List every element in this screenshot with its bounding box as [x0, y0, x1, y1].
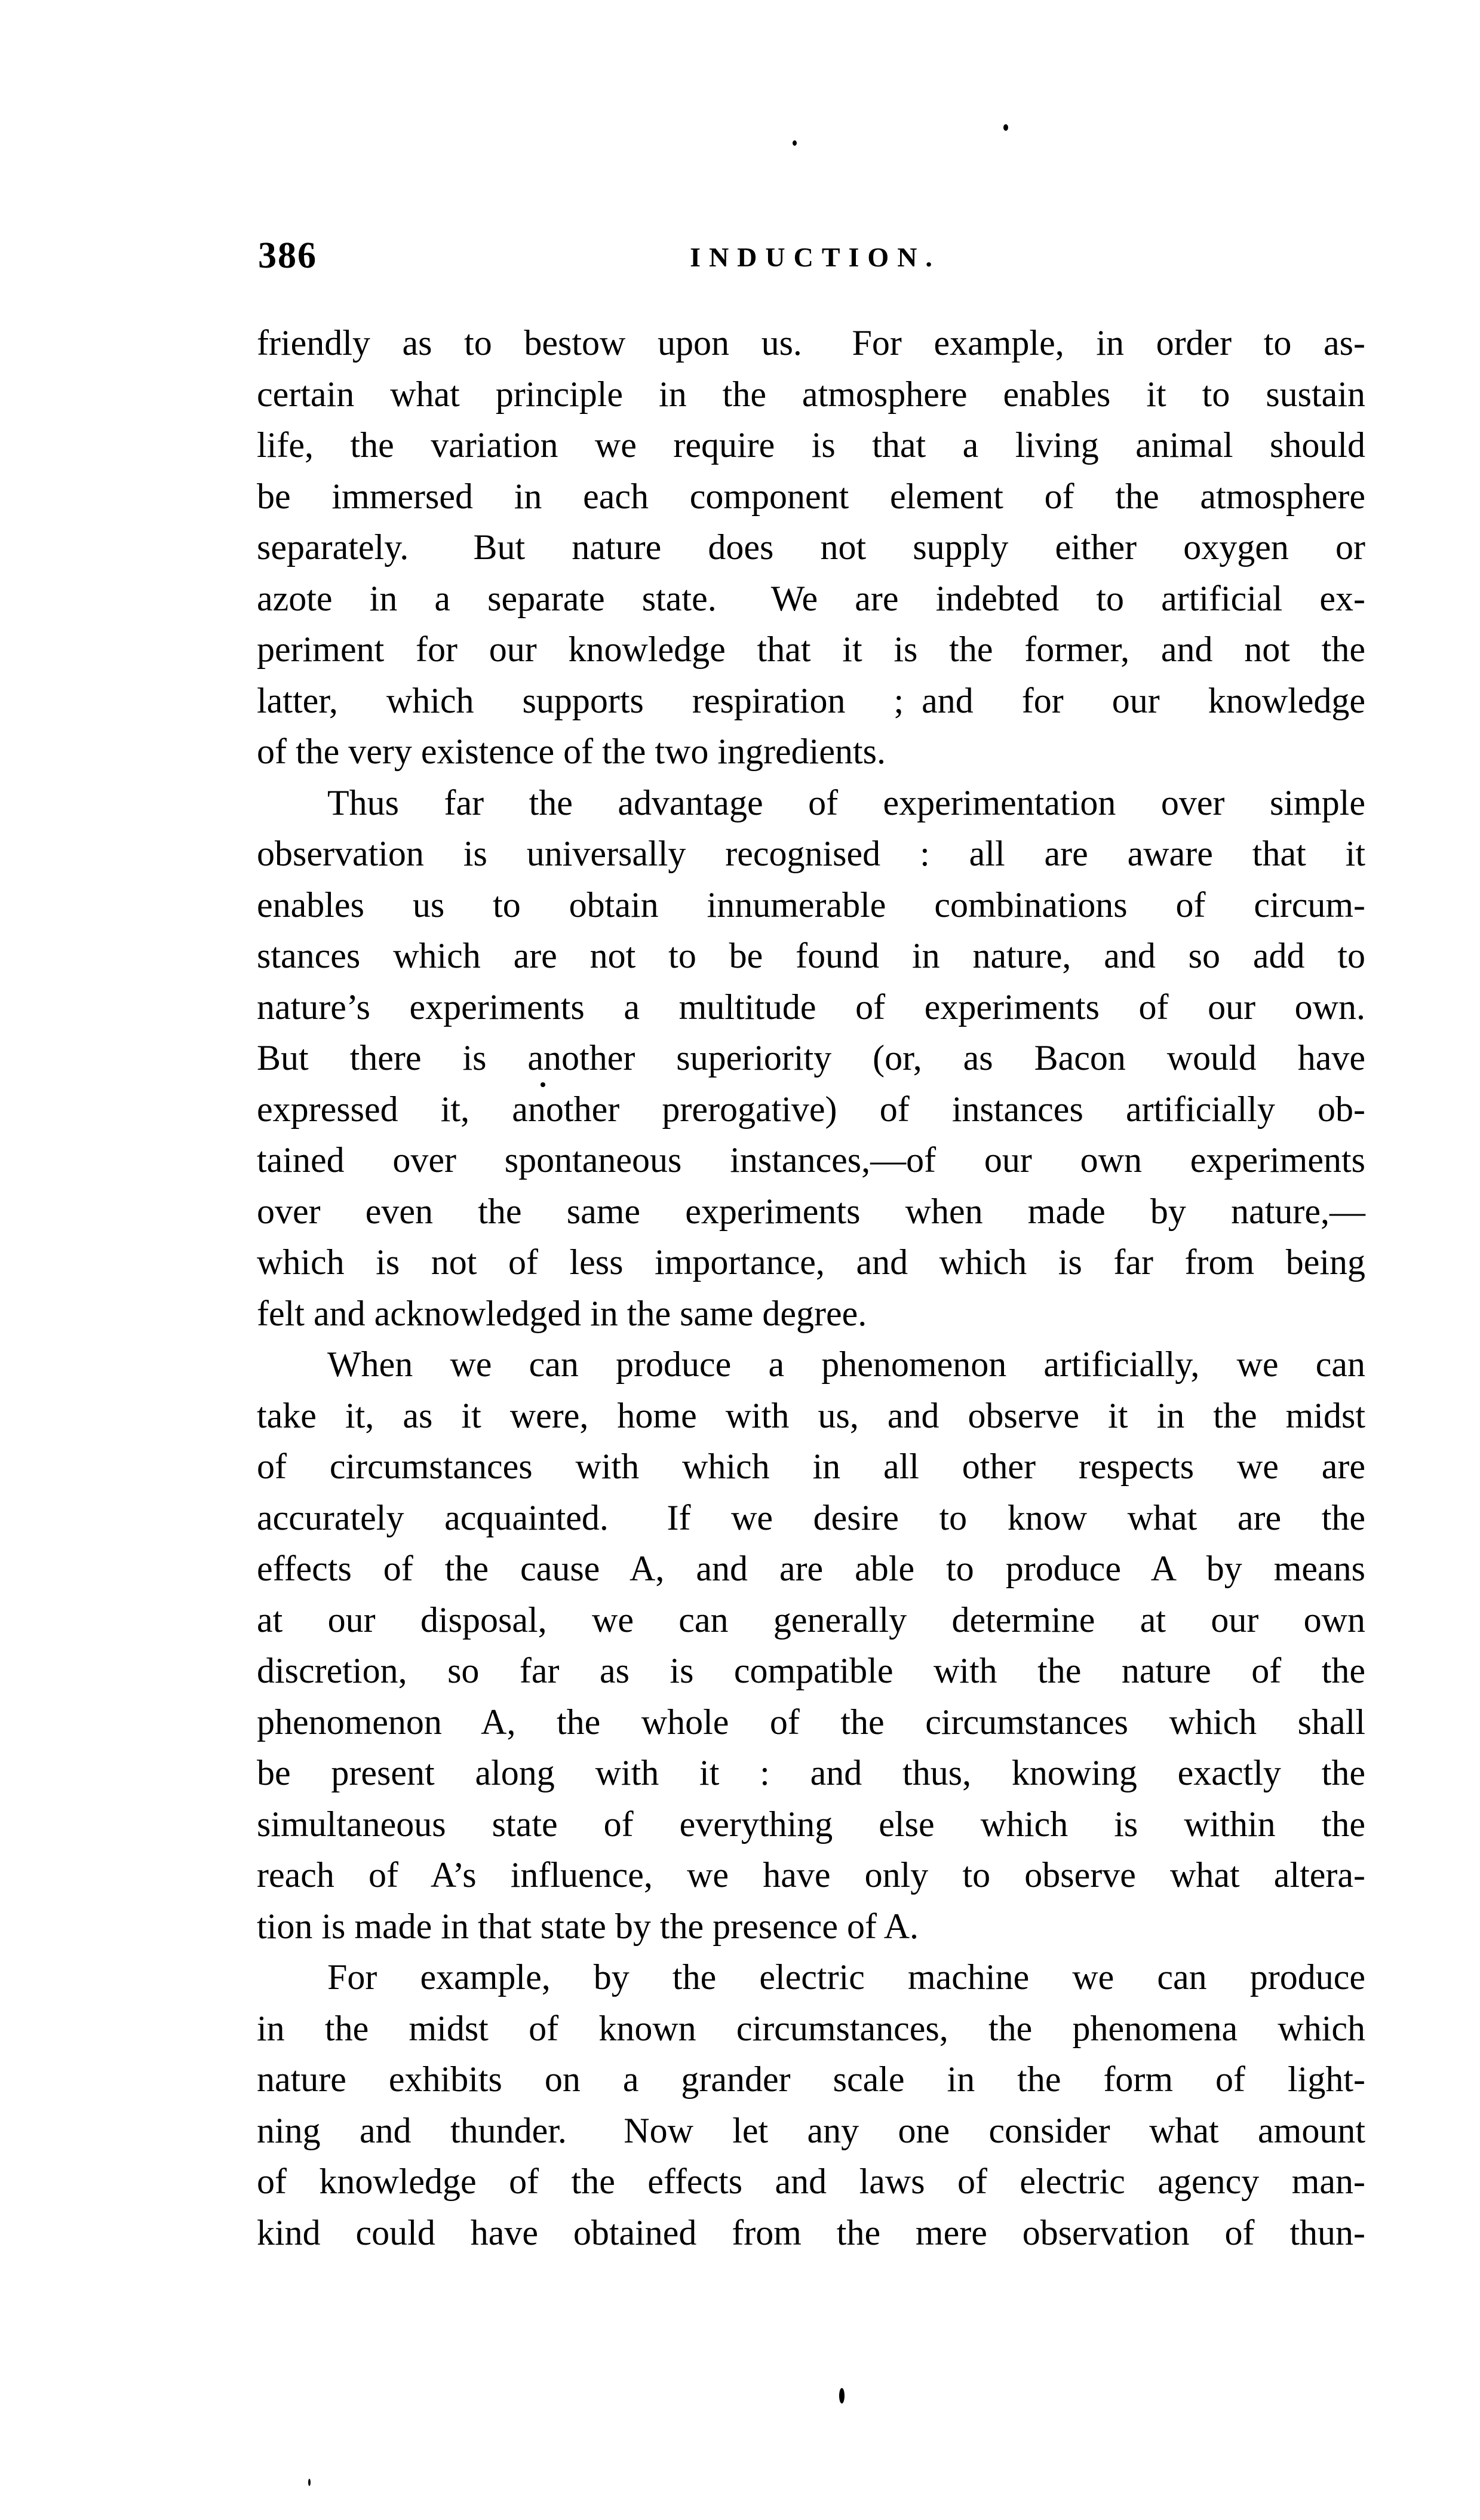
text-line: be present along with it : and thus, knowing exactly the — [257, 1753, 1365, 1792]
page-number: 386 — [258, 235, 317, 276]
running-head: INDUCTION. — [690, 242, 941, 272]
text-line: Thus far the advantage of experimentation over simple — [327, 782, 1365, 822]
text-line: nature exhibits on a grander scale in the form of light- — [257, 2059, 1365, 2099]
text-line: kind could have obtained from the mere observation of thun- — [257, 2212, 1365, 2252]
text-line: latter, which supports respiration ; and for our knowledge — [257, 680, 1365, 720]
scan-speck — [308, 2479, 311, 2486]
text-line: For example, by the electric machine we can produce — [327, 1957, 1365, 1997]
text-line: take it, as it were, home with us, and observe it in the midst — [257, 1395, 1365, 1435]
text-line: azote in a separate state. We are indebted to artificial ex- — [257, 578, 1365, 618]
text-line: discretion, so far as is compatible with the nature of the — [257, 1651, 1365, 1690]
text-line: friendly as to bestow upon us. For example, in order to as- — [257, 323, 1365, 363]
text-line: accurately acquainted. If we desire to know what are the — [257, 1497, 1365, 1537]
text-line: simultaneous state of everything else which is within the — [257, 1804, 1365, 1844]
text-line: tion is made in that state by the presence of A. — [257, 1906, 919, 1946]
text-line: periment for our knowledge that it is the former, and not the — [257, 630, 1365, 669]
text-line: stances which are not to be found in nature, and so add to — [257, 936, 1365, 975]
text-line: tained over spontaneous instances,—of our own experiments — [257, 1140, 1365, 1180]
page-header — [257, 235, 1365, 280]
text-line: separately. But nature does not supply either oxygen or — [257, 527, 1365, 567]
text-line: When we can produce a phenomenon artificially, we can — [327, 1345, 1365, 1384]
text-line: at our disposal, we can generally determine at our own — [257, 1600, 1365, 1640]
text-line: of circumstances with which in all other respects we are — [257, 1447, 1365, 1486]
text-line: observation is universally recognised : all are aware that it — [257, 834, 1365, 873]
text-line: over even the same experiments when made by nature,— — [257, 1191, 1365, 1231]
text-line: of knowledge of the effects and laws of electric agency man- — [257, 2162, 1365, 2201]
text-line: in the midst of known circumstances, the phenomena which — [257, 2008, 1365, 2048]
text-line: reach of A’s influence, we have only to observe what altera- — [257, 1855, 1365, 1895]
scan-speck — [1003, 124, 1008, 131]
text-line: felt and acknowledged in the same degree. — [257, 1293, 867, 1333]
text-line: certain what principle in the atmosphere enables it to sustain — [257, 374, 1365, 414]
text-line: But there is another superiority (or, as Bacon would have — [257, 1038, 1365, 1078]
text-line: which is not of less importance, and which is far from being — [257, 1242, 1365, 1282]
text-line: nature’s experiments a multitude of experiments of our own. — [257, 987, 1365, 1027]
text-line: phenomenon A, the whole of the circumstances which shall — [257, 1702, 1365, 1742]
text-line: ning and thunder. Now let any one consider what amount — [257, 2110, 1365, 2150]
scan-speck — [793, 140, 797, 146]
scan-speck — [541, 1082, 545, 1087]
text-line: of the very existence of the two ingredients. — [257, 732, 886, 771]
text-line: expressed it, another prerogative) of instances artificially ob- — [257, 1089, 1365, 1129]
scan-speck — [839, 2388, 845, 2404]
text-line: be immersed in each component element of the atmosphere — [257, 476, 1365, 516]
body-text — [257, 318, 1365, 2258]
text-line: life, the variation we require is that a living animal should — [257, 425, 1365, 465]
text-line: enables us to obtain innumerable combinations of circum- — [257, 885, 1365, 925]
text-line: effects of the cause A, and are able to produce A by means — [257, 1549, 1365, 1588]
